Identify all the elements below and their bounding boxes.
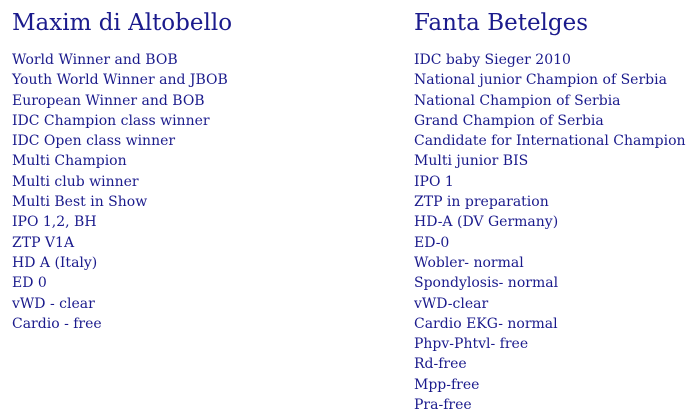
title-item: Pra-free xyxy=(414,397,472,414)
title-item: National junior Champion of Serbia xyxy=(414,72,667,89)
titles-list xyxy=(414,50,696,415)
dog-name: Maxim di Altobello xyxy=(12,10,233,36)
title-item: Multi club winner xyxy=(12,173,139,190)
title-item: ED-0 xyxy=(414,234,450,251)
title-item: Mpp-free xyxy=(414,376,480,393)
title-item: Multi Best in Show xyxy=(12,194,148,211)
dog-name: Fanta Betelges xyxy=(414,10,589,36)
title-item: IPO 1 xyxy=(414,173,454,190)
title-item: Spondylosis- normal xyxy=(414,275,559,292)
title-item: National Champion of Serbia xyxy=(414,92,621,109)
title-item: vWD-clear xyxy=(414,295,489,312)
title-item: Wobler- normal xyxy=(414,254,524,271)
title-item: Multi Champion xyxy=(12,153,127,170)
title-item: ZTP V1A xyxy=(12,234,75,251)
title-item: ZTP in preparation xyxy=(414,194,549,211)
title-item: vWD - clear xyxy=(12,295,95,312)
title-item: Youth World Winner and JBOB xyxy=(12,72,228,89)
title-item: Grand Champion of Serbia xyxy=(414,112,604,129)
title-item: European Winner and BOB xyxy=(12,92,205,109)
title-item: ED 0 xyxy=(12,275,47,292)
title-item: HD A (Italy) xyxy=(12,254,98,271)
title-item: Rd-free xyxy=(414,356,467,373)
title-item: IDC baby Sieger 2010 xyxy=(414,52,571,68)
titles-list xyxy=(12,50,372,334)
title-item: IPO 1,2, BH xyxy=(12,214,97,231)
right-dog-column xyxy=(414,8,696,415)
title-item: HD-A (DV Germany) xyxy=(414,214,559,231)
title-item: Phpv-Phtvl- free xyxy=(414,336,529,353)
title-item: Cardio EKG- normal xyxy=(414,315,558,332)
title-item: Candidate for International Champion xyxy=(414,133,686,150)
left-dog-column xyxy=(12,8,372,334)
title-item: IDC Champion class winner xyxy=(12,112,210,129)
title-item: World Winner and BOB xyxy=(12,52,178,68)
title-item: IDC Open class winner xyxy=(12,133,176,150)
title-item: Cardio - free xyxy=(12,315,102,332)
title-item: Multi junior BIS xyxy=(414,153,529,170)
